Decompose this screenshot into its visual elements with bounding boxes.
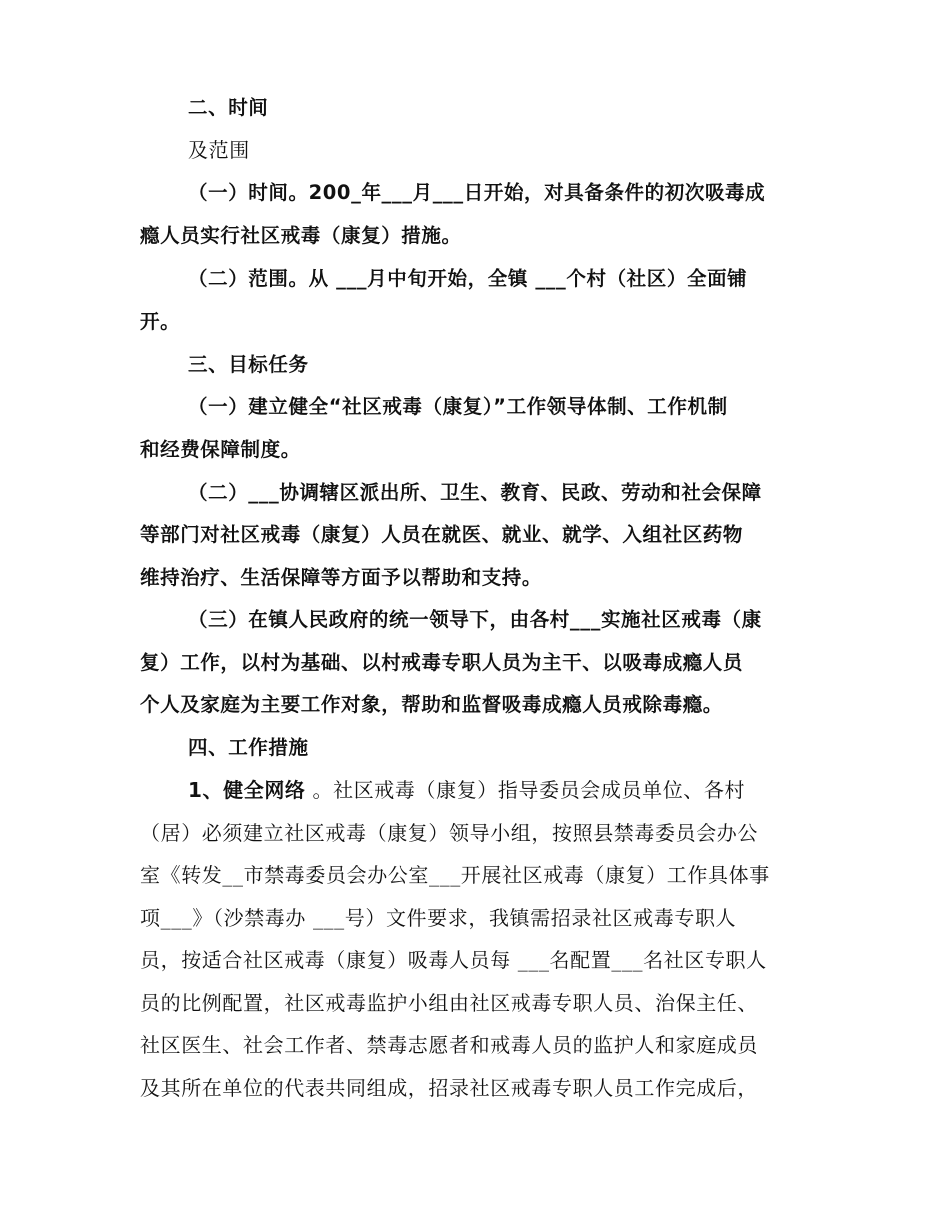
text-line: 复）工作，以村为基础、以村戒毒专职人员为主干、以吸毒成瘾人员 [140,651,744,674]
text-run: 。社区戒毒（康复）指导委员会成员单位、各村 [305,778,746,802]
text-line: 项___》（沙禁毒办 ___号）文件要求，我镇需招录社区戒毒专职人 [140,906,737,930]
text-line: 室《转发__市禁毒委员会办公室___开展社区戒毒（康复）工作具体事 [140,863,770,887]
subheading-network: 1、健全网络 [188,778,306,802]
text-line: （三）在镇人民政府的统一领导下，由各村___实施社区戒毒（康 [188,608,762,631]
text-line: 社区医生、社会工作者、禁毒志愿者和戒毒人员的监护人和家庭成员 [140,1033,758,1057]
section-heading-time: 二、时间 [188,96,269,119]
section-heading-goals: 三、目标任务 [188,353,309,376]
text-line: （一）时间。200_年___月___日开始，对具备条件的初次吸毒成 [188,181,766,204]
text-line: 瘾人员实行社区戒毒（康复）措施。 [140,224,462,247]
text-line: （二）___协调辖区派出所、卫生、教育、民政、劳动和社会保障 [188,481,762,504]
text-line: 和经费保障制度。 [140,438,301,461]
text-line: （一）建立健全“社区戒毒（康复）”工作领导体制、工作机制 [188,395,728,418]
text-line: （居）必须建立社区戒毒（康复）领导小组，按照县禁毒委员会办公 [140,821,758,845]
text-line: 员的比例配置，社区戒毒监护小组由社区戒毒专职人员、治保主任、 [140,991,758,1015]
text-line [188,777,858,803]
text-line: 员，按适合社区戒毒（康复）吸毒人员每 ___名配置___名社区专职人 [140,948,767,972]
text-line: （二）范围。从 ___月中旬开始，全镇 ___个村（社区）全面铺 [188,267,748,290]
text-line: 个人及家庭为主要工作对象，帮助和监督吸毒成瘾人员戒除毒瘾。 [140,693,723,716]
text-line: 及其所在单位的代表共同组成，招录社区戒毒专职人员工作完成后， [140,1076,758,1100]
text-line: 等部门对社区戒毒（康复）人员在就医、就业、就学、入组社区药物 [140,523,744,546]
text-line: 及范围 [188,138,250,162]
text-line: 开。 [140,310,181,333]
text-line: 维持治疗、生活保障等方面予以帮助和支持。 [140,566,543,589]
section-heading-measures: 四、工作措施 [188,736,309,759]
